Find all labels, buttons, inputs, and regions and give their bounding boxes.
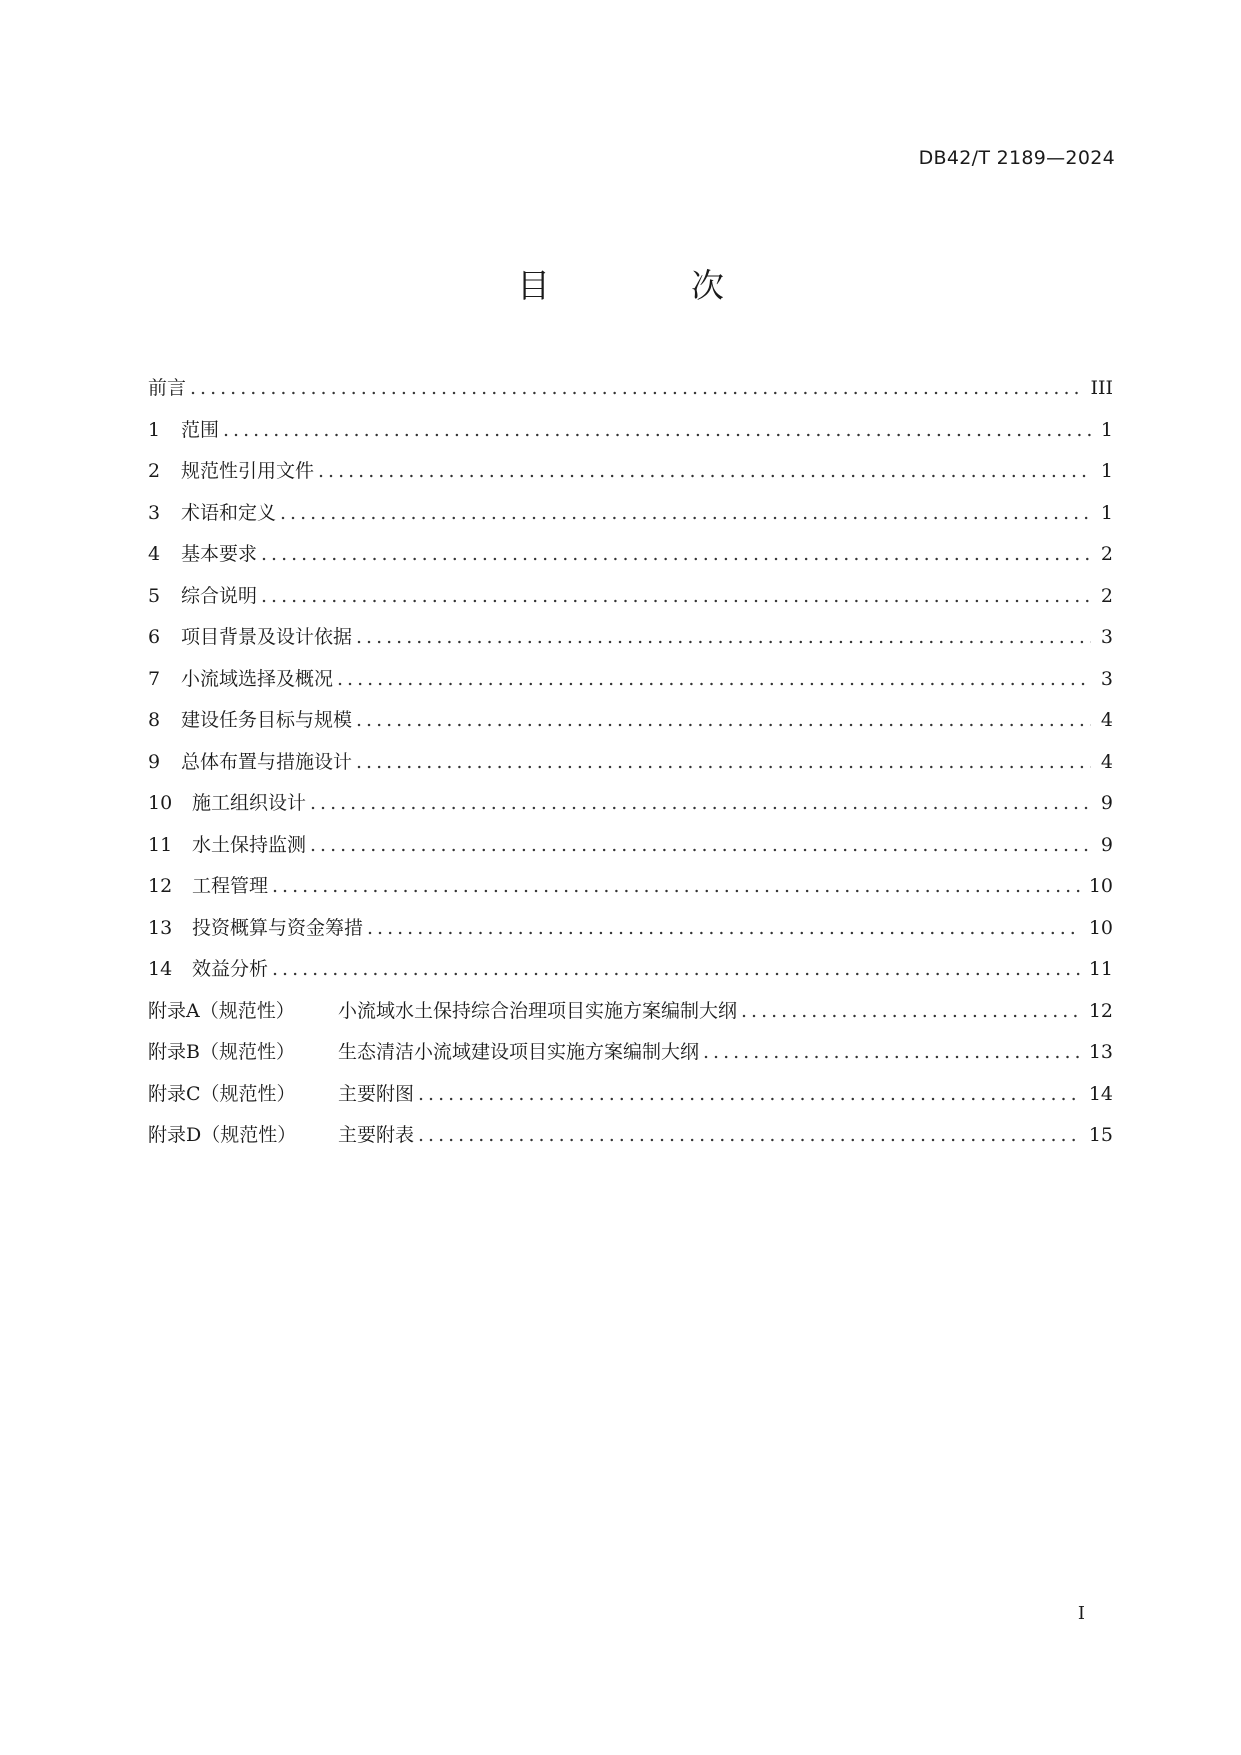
toc-entry-page: 11 <box>1088 958 1113 980</box>
toc-entry-page: III <box>1090 377 1113 399</box>
toc-dot-leader <box>310 834 1091 856</box>
toc-appendix-number: 附录D（规范性） <box>148 1124 297 1146</box>
toc-entry-6[interactable] <box>148 622 1113 664</box>
toc-dot-leader <box>190 377 1082 399</box>
toc-entry-number: 7 <box>148 667 161 690</box>
toc-entry-label: 前言 <box>148 377 187 399</box>
toc-entry-12[interactable] <box>148 871 1113 913</box>
toc-dot-leader <box>223 419 1091 441</box>
toc-entry-label: 范围 <box>181 418 220 441</box>
toc-entry-appendix-b[interactable] <box>148 1037 1113 1079</box>
toc-entry-8[interactable] <box>148 705 1113 747</box>
toc-entry-page: 4 <box>1100 750 1113 773</box>
toc-dot-leader <box>356 751 1091 773</box>
toc-entry-number: 1 <box>148 418 161 441</box>
toc-entry-page: 1 <box>1100 501 1113 524</box>
toc-dot-leader <box>272 958 1081 980</box>
toc-entry-number: 2 <box>148 460 161 482</box>
toc-entry-label: 小流域水土保持综合治理项目实施方案编制大纲 <box>338 999 738 1022</box>
toc-entry-page: 9 <box>1100 833 1113 856</box>
toc-dot-leader <box>337 668 1091 690</box>
toc-entry-13[interactable] <box>148 913 1113 955</box>
toc-entry-number: 13 <box>148 916 173 939</box>
toc-dot-leader <box>272 875 1081 897</box>
toc-entry-page: 3 <box>1100 667 1113 690</box>
toc-entry-label: 工程管理 <box>192 875 269 897</box>
toc-entry-page: 12 <box>1088 999 1113 1022</box>
toc-entry-number: 14 <box>148 958 173 980</box>
toc-entry-label: 项目背景及设计依据 <box>181 626 353 648</box>
toc-entry-number: 10 <box>148 792 173 814</box>
toc-entry-page: 2 <box>1100 543 1113 565</box>
toc-dot-leader <box>318 460 1091 482</box>
toc-appendix-number: 附录B（规范性） <box>148 1041 295 1063</box>
toc-dot-leader <box>367 917 1081 939</box>
toc-entry-appendix-a[interactable] <box>148 996 1113 1038</box>
toc-entry-page: 4 <box>1100 709 1113 731</box>
toc-entry-number: 9 <box>148 750 161 773</box>
toc-entry-page: 1 <box>1100 418 1113 441</box>
toc-dot-leader <box>356 626 1091 648</box>
toc-entry-page: 10 <box>1088 916 1113 939</box>
toc-entry-label: 总体布置与措施设计 <box>181 750 353 773</box>
toc-appendix-number: 附录A（规范性） <box>148 999 295 1022</box>
toc-entry-label: 施工组织设计 <box>192 792 307 814</box>
toc-entry-10[interactable] <box>148 788 1113 830</box>
toc-entry-1[interactable] <box>148 415 1113 457</box>
toc-entry-label: 投资概算与资金筹措 <box>192 916 364 939</box>
toc-entry-number: 12 <box>148 875 173 897</box>
toc-entry-page: 3 <box>1100 626 1113 648</box>
toc-dot-leader <box>356 709 1091 731</box>
toc-entry-label: 基本要求 <box>181 543 258 565</box>
toc-entry-2[interactable] <box>148 456 1113 498</box>
toc-entry-14[interactable] <box>148 954 1113 996</box>
toc-entry-number: 3 <box>148 501 161 524</box>
toc-dot-leader <box>261 543 1091 565</box>
toc-entry-page: 13 <box>1088 1041 1113 1063</box>
toc-entry-label: 术语和定义 <box>181 501 277 524</box>
toc-dot-leader <box>418 1083 1081 1105</box>
toc-title: 目 次 <box>517 266 778 305</box>
toc-dot-leader <box>741 1000 1081 1022</box>
toc-entry-number: 5 <box>148 584 161 607</box>
toc-dot-leader <box>310 792 1091 814</box>
toc-entry-page: 10 <box>1088 875 1113 897</box>
toc-entry-label: 小流域选择及概况 <box>181 667 334 690</box>
toc-dot-leader <box>703 1041 1081 1063</box>
toc-entry-label: 建设任务目标与规模 <box>181 709 353 731</box>
toc-entry-page: 15 <box>1088 1124 1113 1146</box>
table-of-contents <box>148 373 1113 1162</box>
toc-entry-4[interactable] <box>148 539 1113 581</box>
toc-entry-7[interactable] <box>148 664 1113 706</box>
toc-entry-page: 1 <box>1100 460 1113 482</box>
toc-dot-leader <box>280 502 1091 524</box>
toc-entry-5[interactable] <box>148 581 1113 623</box>
toc-entry-label: 水土保持监测 <box>192 833 307 856</box>
toc-entry-page: 14 <box>1088 1082 1113 1105</box>
toc-entry-number: 4 <box>148 543 161 565</box>
toc-appendix-number: 附录C（规范性） <box>148 1082 296 1105</box>
toc-entry-page: 2 <box>1100 584 1113 607</box>
document-code: DB42/T 2189—2024 <box>918 147 1115 169</box>
toc-dot-leader <box>261 585 1091 607</box>
toc-entry-3[interactable] <box>148 498 1113 540</box>
toc-entry-label: 规范性引用文件 <box>181 460 315 482</box>
toc-entry-label: 生态清洁小流域建设项目实施方案编制大纲 <box>338 1041 700 1063</box>
toc-dot-leader <box>418 1124 1081 1146</box>
toc-entry-number: 8 <box>148 709 161 731</box>
toc-entry-label: 主要附图 <box>338 1082 415 1105</box>
toc-entry-page: 9 <box>1100 792 1113 814</box>
toc-entry-9[interactable] <box>148 747 1113 789</box>
toc-entry-11[interactable] <box>148 830 1113 872</box>
toc-entry-label: 主要附表 <box>338 1124 415 1146</box>
toc-entry-number: 6 <box>148 626 161 648</box>
toc-entry-label: 综合说明 <box>181 584 258 607</box>
toc-entry-appendix-d[interactable] <box>148 1120 1113 1162</box>
toc-entry-foreword[interactable] <box>148 373 1113 415</box>
page-number: I <box>1077 1603 1085 1624</box>
toc-entry-number: 11 <box>148 833 173 856</box>
toc-entry-label: 效益分析 <box>192 958 269 980</box>
toc-entry-appendix-c[interactable] <box>148 1079 1113 1121</box>
